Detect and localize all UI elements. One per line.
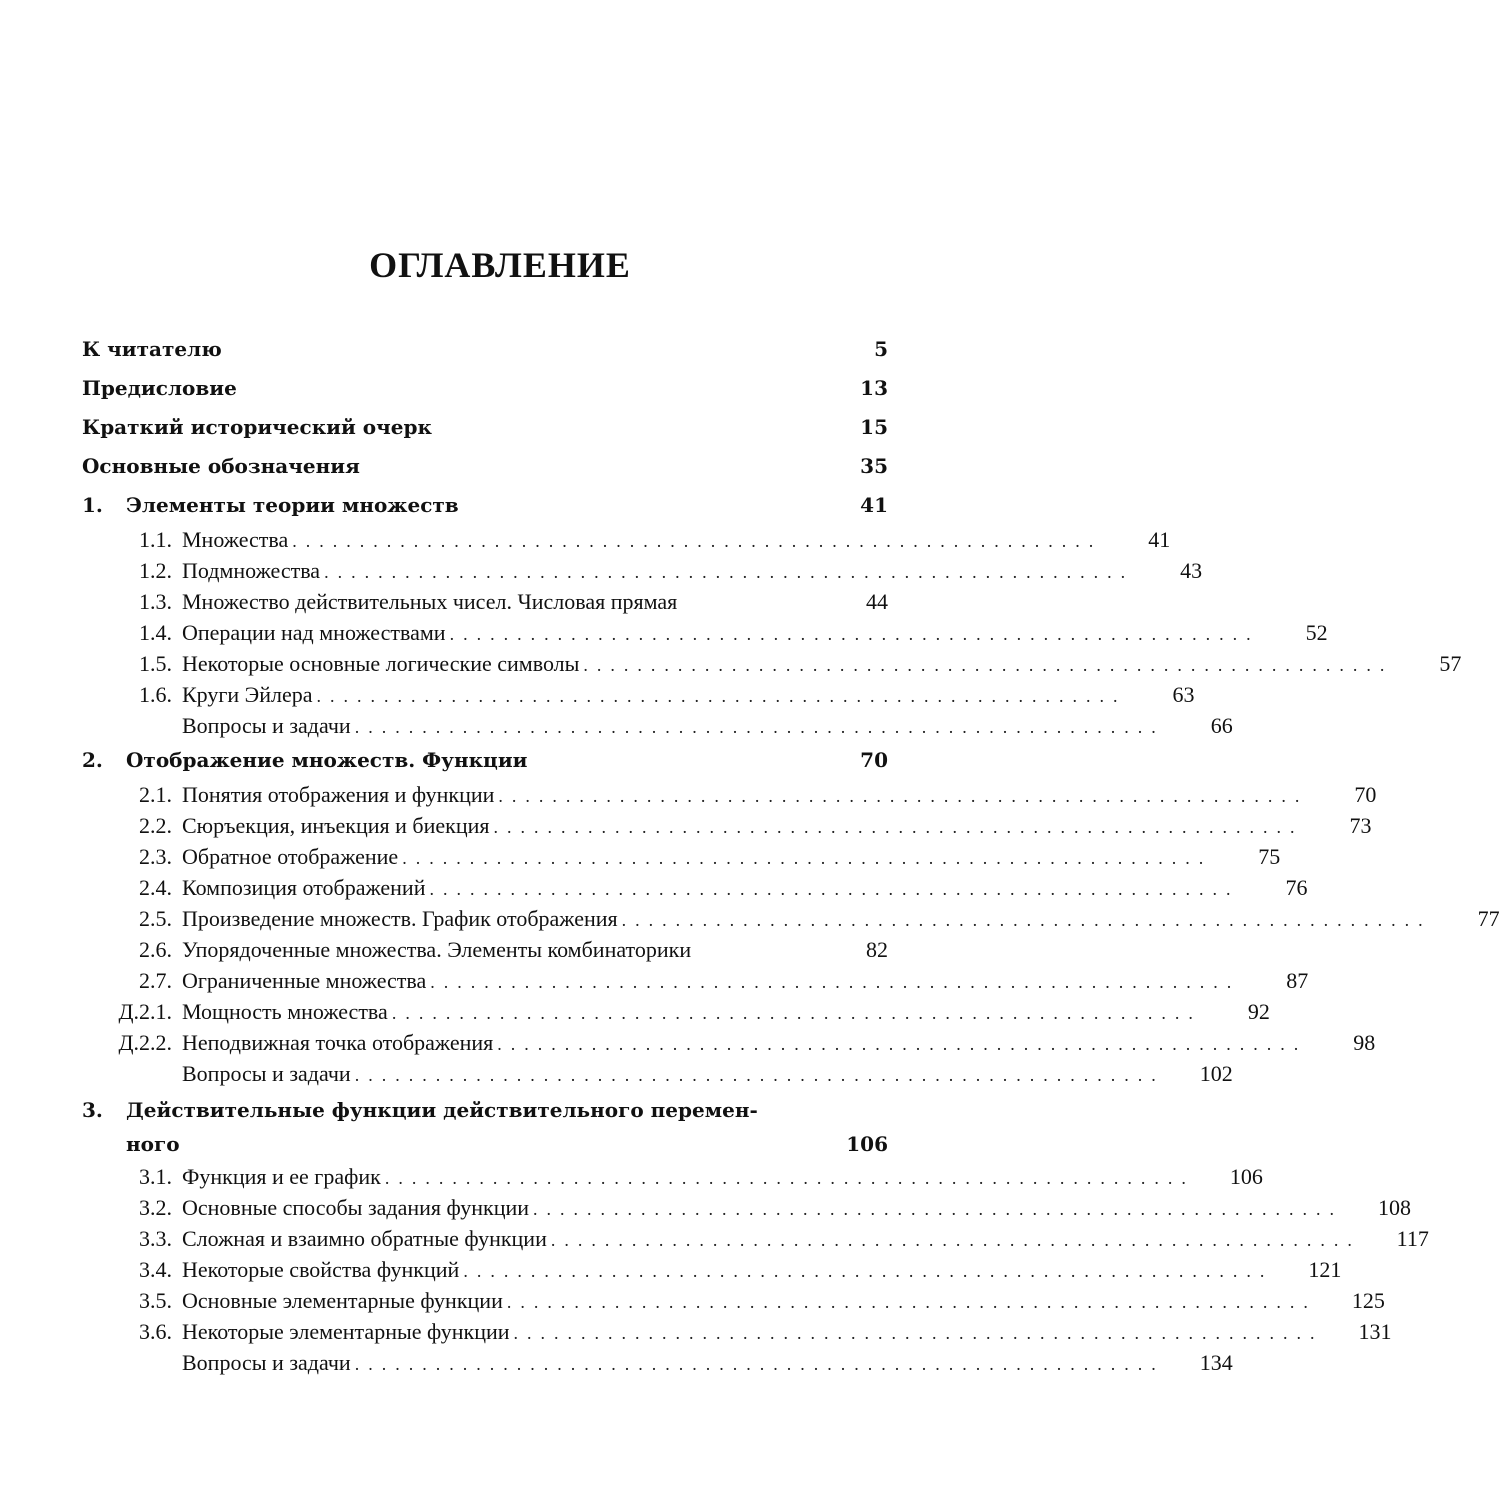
toc-section-label: Множества	[182, 527, 289, 552]
toc-section-entry[interactable]	[82, 872, 1308, 903]
dot-leader: ............................................................	[354, 1354, 1165, 1374]
toc-section-entry[interactable]	[82, 779, 1377, 810]
toc-section-label: Функция и ее график	[182, 1164, 381, 1189]
toc-section-entry[interactable]	[82, 524, 1171, 555]
toc-section-number: Д.2.2.	[118, 1030, 172, 1055]
toc-section-entry[interactable]	[82, 1347, 1233, 1378]
toc-entry-page: 15	[860, 415, 888, 439]
toc-section-page: 121	[1308, 1257, 1342, 1282]
toc-section-number: 1.1.	[139, 527, 172, 552]
dot-leader: ............................................................	[429, 879, 1240, 899]
toc-section-number: 3.3.	[139, 1226, 172, 1251]
dot-leader: ............................................................	[324, 562, 1135, 582]
toc-section-page: 82	[866, 937, 888, 962]
toc-section-label: Вопросы и задачи	[182, 1061, 351, 1086]
toc-section-number: 3.5.	[139, 1288, 172, 1313]
toc-chapter-3[interactable]	[82, 1089, 888, 1161]
toc-section-number: 1.2.	[139, 558, 172, 583]
toc-section-number: 2.6.	[139, 937, 172, 962]
toc-entry-page: 5	[874, 337, 888, 361]
toc-section-page: 52	[1305, 620, 1328, 645]
dot-leader: ............................................................	[391, 1003, 1202, 1023]
toc-section-number: 2.5.	[139, 906, 172, 931]
toc-section-label: Множество действительных чисел. Числовая прямая	[182, 589, 678, 614]
toc-section-page: 117	[1396, 1226, 1429, 1251]
toc-section-label: Ограниченные множества	[182, 968, 427, 993]
toc-section-page: 41	[1148, 527, 1171, 552]
toc-section-entry[interactable]	[82, 555, 1203, 586]
toc-section-entry[interactable]	[82, 1223, 1429, 1254]
toc-entry-page: 13	[860, 376, 888, 400]
toc-section-number: 1.4.	[139, 620, 172, 645]
toc-chapter-label-line1: Действительные функции действительного перемен-	[126, 1098, 758, 1122]
toc-section-page: 87	[1286, 968, 1309, 993]
dot-leader: ............................................................	[463, 1261, 1274, 1281]
toc-entry-label: Предисловие	[82, 376, 237, 400]
toc-chapter-number: 3.	[82, 1098, 103, 1122]
toc-entry-notation[interactable]	[82, 447, 888, 486]
toc-chapter-label-line2: ного	[126, 1132, 180, 1156]
toc-section-number: 2.7.	[139, 968, 172, 993]
toc-chapter-1[interactable]	[82, 486, 888, 524]
toc-section-entry[interactable]	[82, 679, 1195, 710]
toc-section-page: 102	[1199, 1061, 1233, 1086]
toc-section-number: 1.5.	[139, 651, 172, 676]
toc-chapter-1-sections	[82, 524, 1462, 741]
dot-leader: ............................................................	[402, 848, 1213, 868]
toc-chapter-label: Элементы теории множеств	[126, 493, 459, 517]
toc-section-label: Обратное отображение	[182, 844, 399, 869]
toc-section-entry[interactable]	[82, 903, 1500, 934]
toc-chapter-3-sections	[82, 1161, 1429, 1378]
toc-section-entry[interactable]	[82, 1254, 1342, 1285]
toc-section-label: Неподвижная точка отображения	[182, 1030, 494, 1055]
toc-section-entry[interactable]	[82, 1316, 1392, 1347]
toc-section-label: Основные способы задания функции	[182, 1195, 530, 1220]
toc-section-entry[interactable]	[82, 810, 1372, 841]
toc-section-label: Некоторые свойства функций	[182, 1257, 460, 1282]
toc-entry-page: 35	[860, 454, 888, 478]
toc-section-entry[interactable]	[82, 965, 1309, 996]
toc-section-page: 92	[1247, 999, 1270, 1024]
toc-section-entry[interactable]	[82, 1285, 1385, 1316]
dot-leader: ............................................................	[533, 1199, 1344, 1219]
toc-section-number: 2.4.	[139, 875, 172, 900]
toc-section-entry[interactable]	[82, 710, 1233, 741]
toc-section-page: 75	[1258, 844, 1281, 869]
page-title: ОГЛАВЛЕНИЕ	[369, 245, 631, 285]
toc-entry-historical-sketch[interactable]	[82, 408, 888, 447]
toc-section-entry[interactable]	[82, 934, 888, 965]
toc-section-label: Композиция отображений	[182, 875, 426, 900]
toc-chapter-2[interactable]	[82, 741, 888, 779]
toc-section-number: 2.2.	[139, 813, 172, 838]
toc-section-page: 76	[1285, 875, 1308, 900]
dot-leader: ............................................................	[513, 1323, 1324, 1343]
toc-entry-label: К читателю	[82, 337, 222, 361]
toc-section-page: 63	[1172, 682, 1195, 707]
toc-chapter-page: 70	[860, 748, 888, 772]
toc-section-page: 57	[1439, 651, 1462, 676]
toc-section-page: 73	[1349, 813, 1372, 838]
toc-section-label: Вопросы и задачи	[182, 713, 351, 738]
toc-section-label: Мощность множества	[182, 999, 388, 1024]
toc-section-label: Некоторые элементарные функции	[182, 1319, 510, 1344]
toc-section-number: 1.3.	[139, 589, 172, 614]
toc-section-page: 134	[1199, 1350, 1233, 1375]
toc-section-label: Операции над множествами	[182, 620, 446, 645]
toc-entry-preface[interactable]	[82, 369, 888, 408]
toc-section-page: 98	[1353, 1030, 1376, 1055]
toc-section-page: 44	[866, 589, 888, 614]
dot-leader: ............................................................	[354, 1065, 1165, 1085]
dot-leader: ............................................................	[498, 786, 1309, 806]
dot-leader: ............................................................	[497, 1034, 1308, 1054]
dot-leader: ............................................................	[583, 655, 1394, 675]
toc-chapter-label: Отображение множеств. Функции	[126, 748, 528, 772]
toc-chapter-number: 1.	[82, 493, 103, 517]
toc-section-number: 3.1.	[139, 1164, 172, 1189]
toc-section-number: 2.3.	[139, 844, 172, 869]
dot-leader: ............................................................	[550, 1230, 1361, 1250]
toc-section-label: Сложная и взаимно обратные функции	[182, 1226, 547, 1251]
dot-leader: ............................................................	[430, 972, 1241, 992]
toc-section-number: 1.6.	[139, 682, 172, 707]
dot-leader: ............................................................	[493, 817, 1304, 837]
dot-leader: ............................................................	[316, 686, 1127, 706]
toc-section-label: Основные элементарные функции	[182, 1288, 503, 1313]
toc-section-entry[interactable]	[82, 1192, 1412, 1223]
toc-section-page: 106	[1229, 1164, 1263, 1189]
toc-section-page: 70	[1354, 782, 1377, 807]
toc-section-page: 66	[1210, 713, 1233, 738]
dot-leader: ............................................................	[621, 910, 1432, 930]
toc-section-label: Сюръекция, инъекция и биекция	[182, 813, 490, 838]
toc-section-number: 3.6.	[139, 1319, 172, 1344]
toc-section-page: 77	[1477, 906, 1500, 931]
toc-section-label: Круги Эйлера	[182, 682, 313, 707]
toc-section-entry[interactable]	[82, 841, 1281, 872]
toc-section-page: 131	[1358, 1319, 1392, 1344]
toc-section-entry[interactable]	[82, 648, 1462, 679]
toc-section-page: 43	[1180, 558, 1203, 583]
toc-section-label: Некоторые основные логические символы	[182, 651, 580, 676]
toc-entry-label: Основные обозначения	[82, 454, 360, 478]
toc-section-label: Понятия отображения и функции	[182, 782, 495, 807]
toc-section-number: 3.4.	[139, 1257, 172, 1282]
toc-section-number: 3.2.	[139, 1195, 172, 1220]
toc-section-number: Д.2.1.	[118, 999, 172, 1024]
dot-leader: ............................................................	[292, 531, 1103, 551]
toc-chapter-number: 2.	[82, 748, 103, 772]
toc-section-entry[interactable]	[82, 1027, 1376, 1058]
toc-section-label: Произведение множеств. График отображения	[182, 906, 618, 931]
toc-section-entry[interactable]	[82, 1161, 1263, 1192]
toc-section-page: 125	[1351, 1288, 1385, 1313]
toc-section-number: 2.1.	[139, 782, 172, 807]
dot-leader: ............................................................	[449, 624, 1260, 644]
toc-section-label: Подмножества	[182, 558, 321, 583]
toc-section-entry[interactable]	[82, 1058, 1233, 1089]
toc-section-entry[interactable]	[82, 617, 1328, 648]
toc-chapter-page: 106	[846, 1132, 888, 1156]
table-of-contents	[82, 330, 1500, 1378]
toc-chapter-2-sections	[82, 779, 1500, 1089]
dot-leader: ............................................................	[384, 1168, 1195, 1188]
toc-section-label: Упорядоченные множества. Элементы комбинаторики	[182, 937, 692, 962]
dot-leader: ............................................................	[354, 717, 1165, 737]
toc-entry-to-reader[interactable]	[82, 330, 888, 369]
toc-chapter-page: 41	[860, 493, 888, 517]
toc-section-entry[interactable]	[82, 996, 1270, 1027]
toc-section-entry[interactable]	[82, 586, 888, 617]
toc-entry-label: Краткий исторический очерк	[82, 415, 432, 439]
toc-section-page: 108	[1378, 1195, 1412, 1220]
toc-section-label: Вопросы и задачи	[182, 1350, 351, 1375]
dot-leader: ............................................................	[506, 1292, 1317, 1312]
